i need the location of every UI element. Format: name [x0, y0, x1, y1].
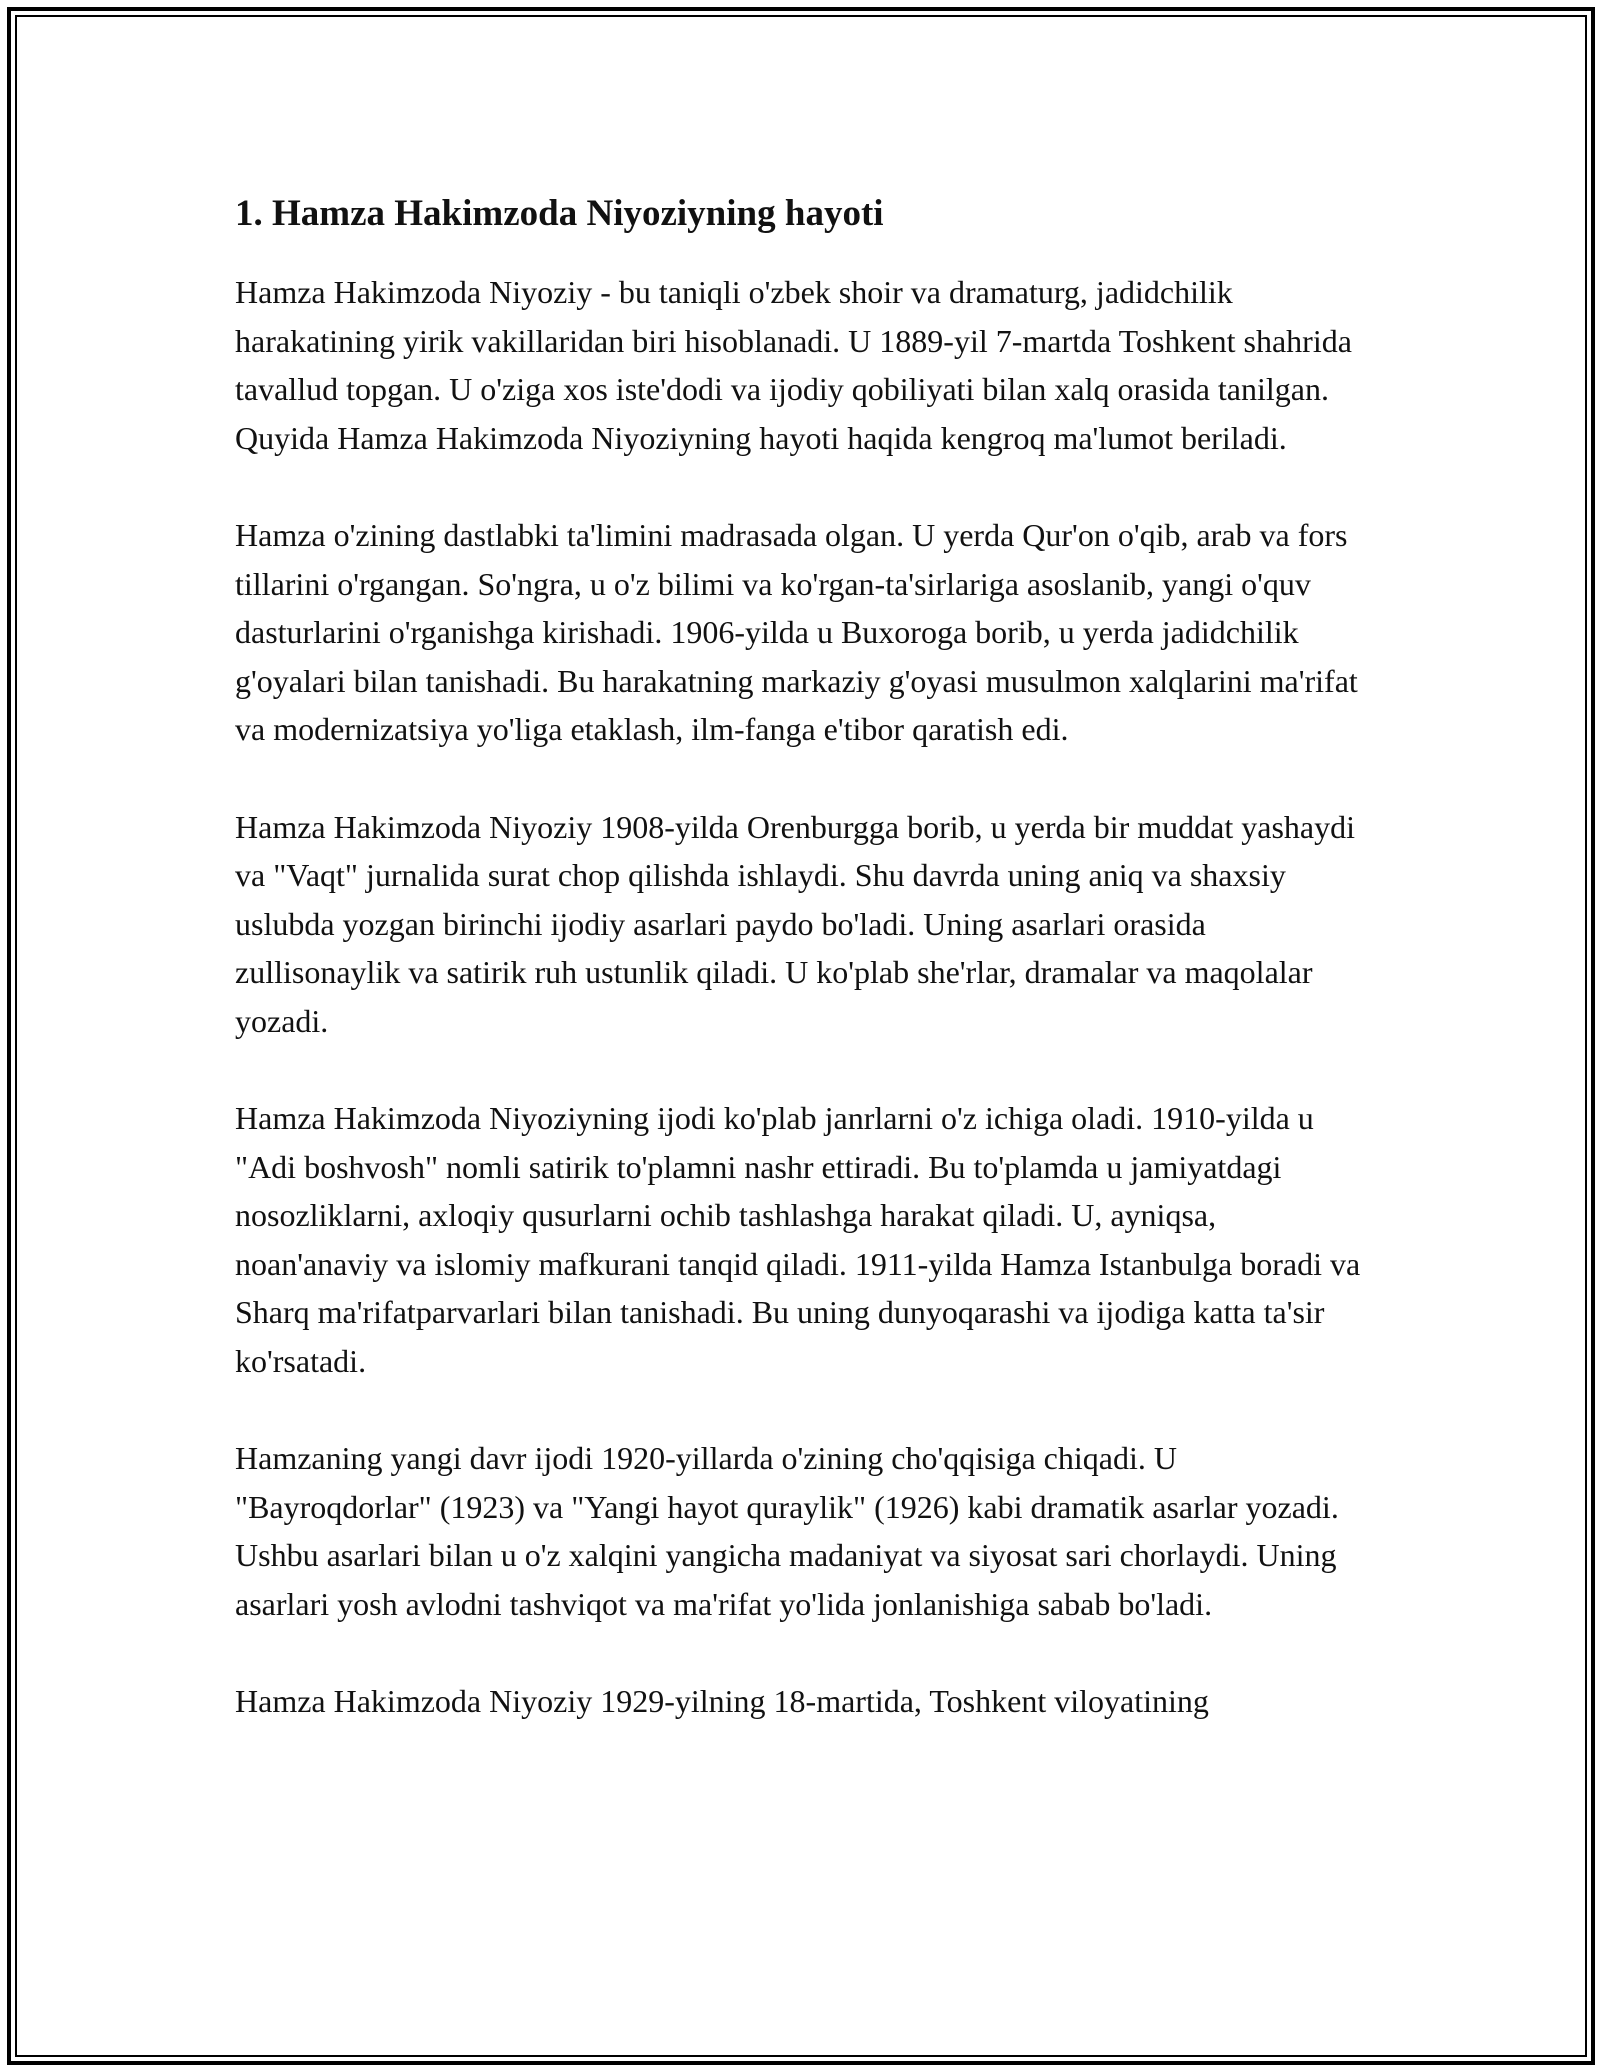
paragraph-works: Hamza Hakimzoda Niyoziyning ijodi ko'plab janrlarni o'z ichiga oladi. 1910-yilda u "Adi boshvosh" nomli satirik to'plamni nashr ettiradi. Bu to'plamda u jamiyatdagi nosozliklarni, axloqiy qusurlarni ochib tashlashga harakat qiladi. U, ayniqsa, noan'anaviy va islomiy mafkurani tanqid qiladi. 1911-yilda Hamza Istanbulga boradi va Sharq ma'rifatparvarlari bilan tanishadi. Bu uning dunyoqarashi va ijodiga katta ta'sir ko'rsatadi. — [235, 1100, 1361, 1379]
section-heading: 1. Hamza Hakimzoda Niyoziyning hayoti — [235, 193, 884, 234]
paragraph-new-era: Hamzaning yangi davr ijodi 1920-yillarda o'zining cho'qqisiga chiqadi. U "Bayroqdorlar" (1923) va "Yangi hayot quraylik" (1926) kabi dramatik asarlar yozadi. Ushbu asarlari bilan u o'z xalqini yangicha madaniyat va siyosat sari chorlaydi. Uning asarlari yosh avlodni tashviqot va ma'rifat yo'lida jonlanishiga sabab bo'ladi. — [235, 1440, 1339, 1622]
paragraph-death: Hamza Hakimzoda Niyoziy 1929-yilning 18-martida, Toshkent viloyatining — [235, 1683, 1209, 1719]
document-body — [235, 188, 1370, 1775]
paragraph-orenburg: Hamza Hakimzoda Niyoziy 1908-yilda Orenburgga borib, u yerda bir muddat yashaydi va "Vaqt" jurnalida surat chop qilishda ishlaydi. Shu davrda uning aniq va shaxsiy uslubda yozgan birinchi ijodiy asarlari paydo bo'ladi. Uning asarlari orasida zullisonaylik va satirik ruh ustunlik qiladi. U ko'plab she'rlar, dramalar va maqolalar yozadi. — [235, 808, 1355, 1039]
paragraph-education: Hamza o'zining dastlabki ta'limini madrasada olgan. U yerda Qur'on o'qib, arab va fors tillarini o'rgangan. So'ngra, u o'z bilimi va ko'rgan-ta'sirlariga asoslanib, yangi o'quv dasturlarini o'rganishga kirishadi. 1906-yilda u Buxoroga borib, u yerda jadidchilik g'oyalari bilan tanishadi. Bu harakatning markaziy g'oyasi musulmon xalqlarini ma'rifat va modernizatsiya yo'liga etaklash, ilm-fanga e'tibor qaratish edi. — [235, 517, 1358, 747]
paragraph-intro: Hamza Hakimzoda Niyoziy - bu taniqli o'zbek shoir va dramaturg, jadidchilik harakatining yirik vakillaridan biri hisoblanadi. U 1889-yil 7-martda Toshkent shahrida tavallud topgan. U o'ziga xos iste'dodi va ijodiy qobiliyati bilan xalq orasida tanilgan. Quyida Hamza Hakimzoda Niyoziyning hayoti haqida kengroq ma'lumot beriladi. — [235, 274, 1352, 456]
